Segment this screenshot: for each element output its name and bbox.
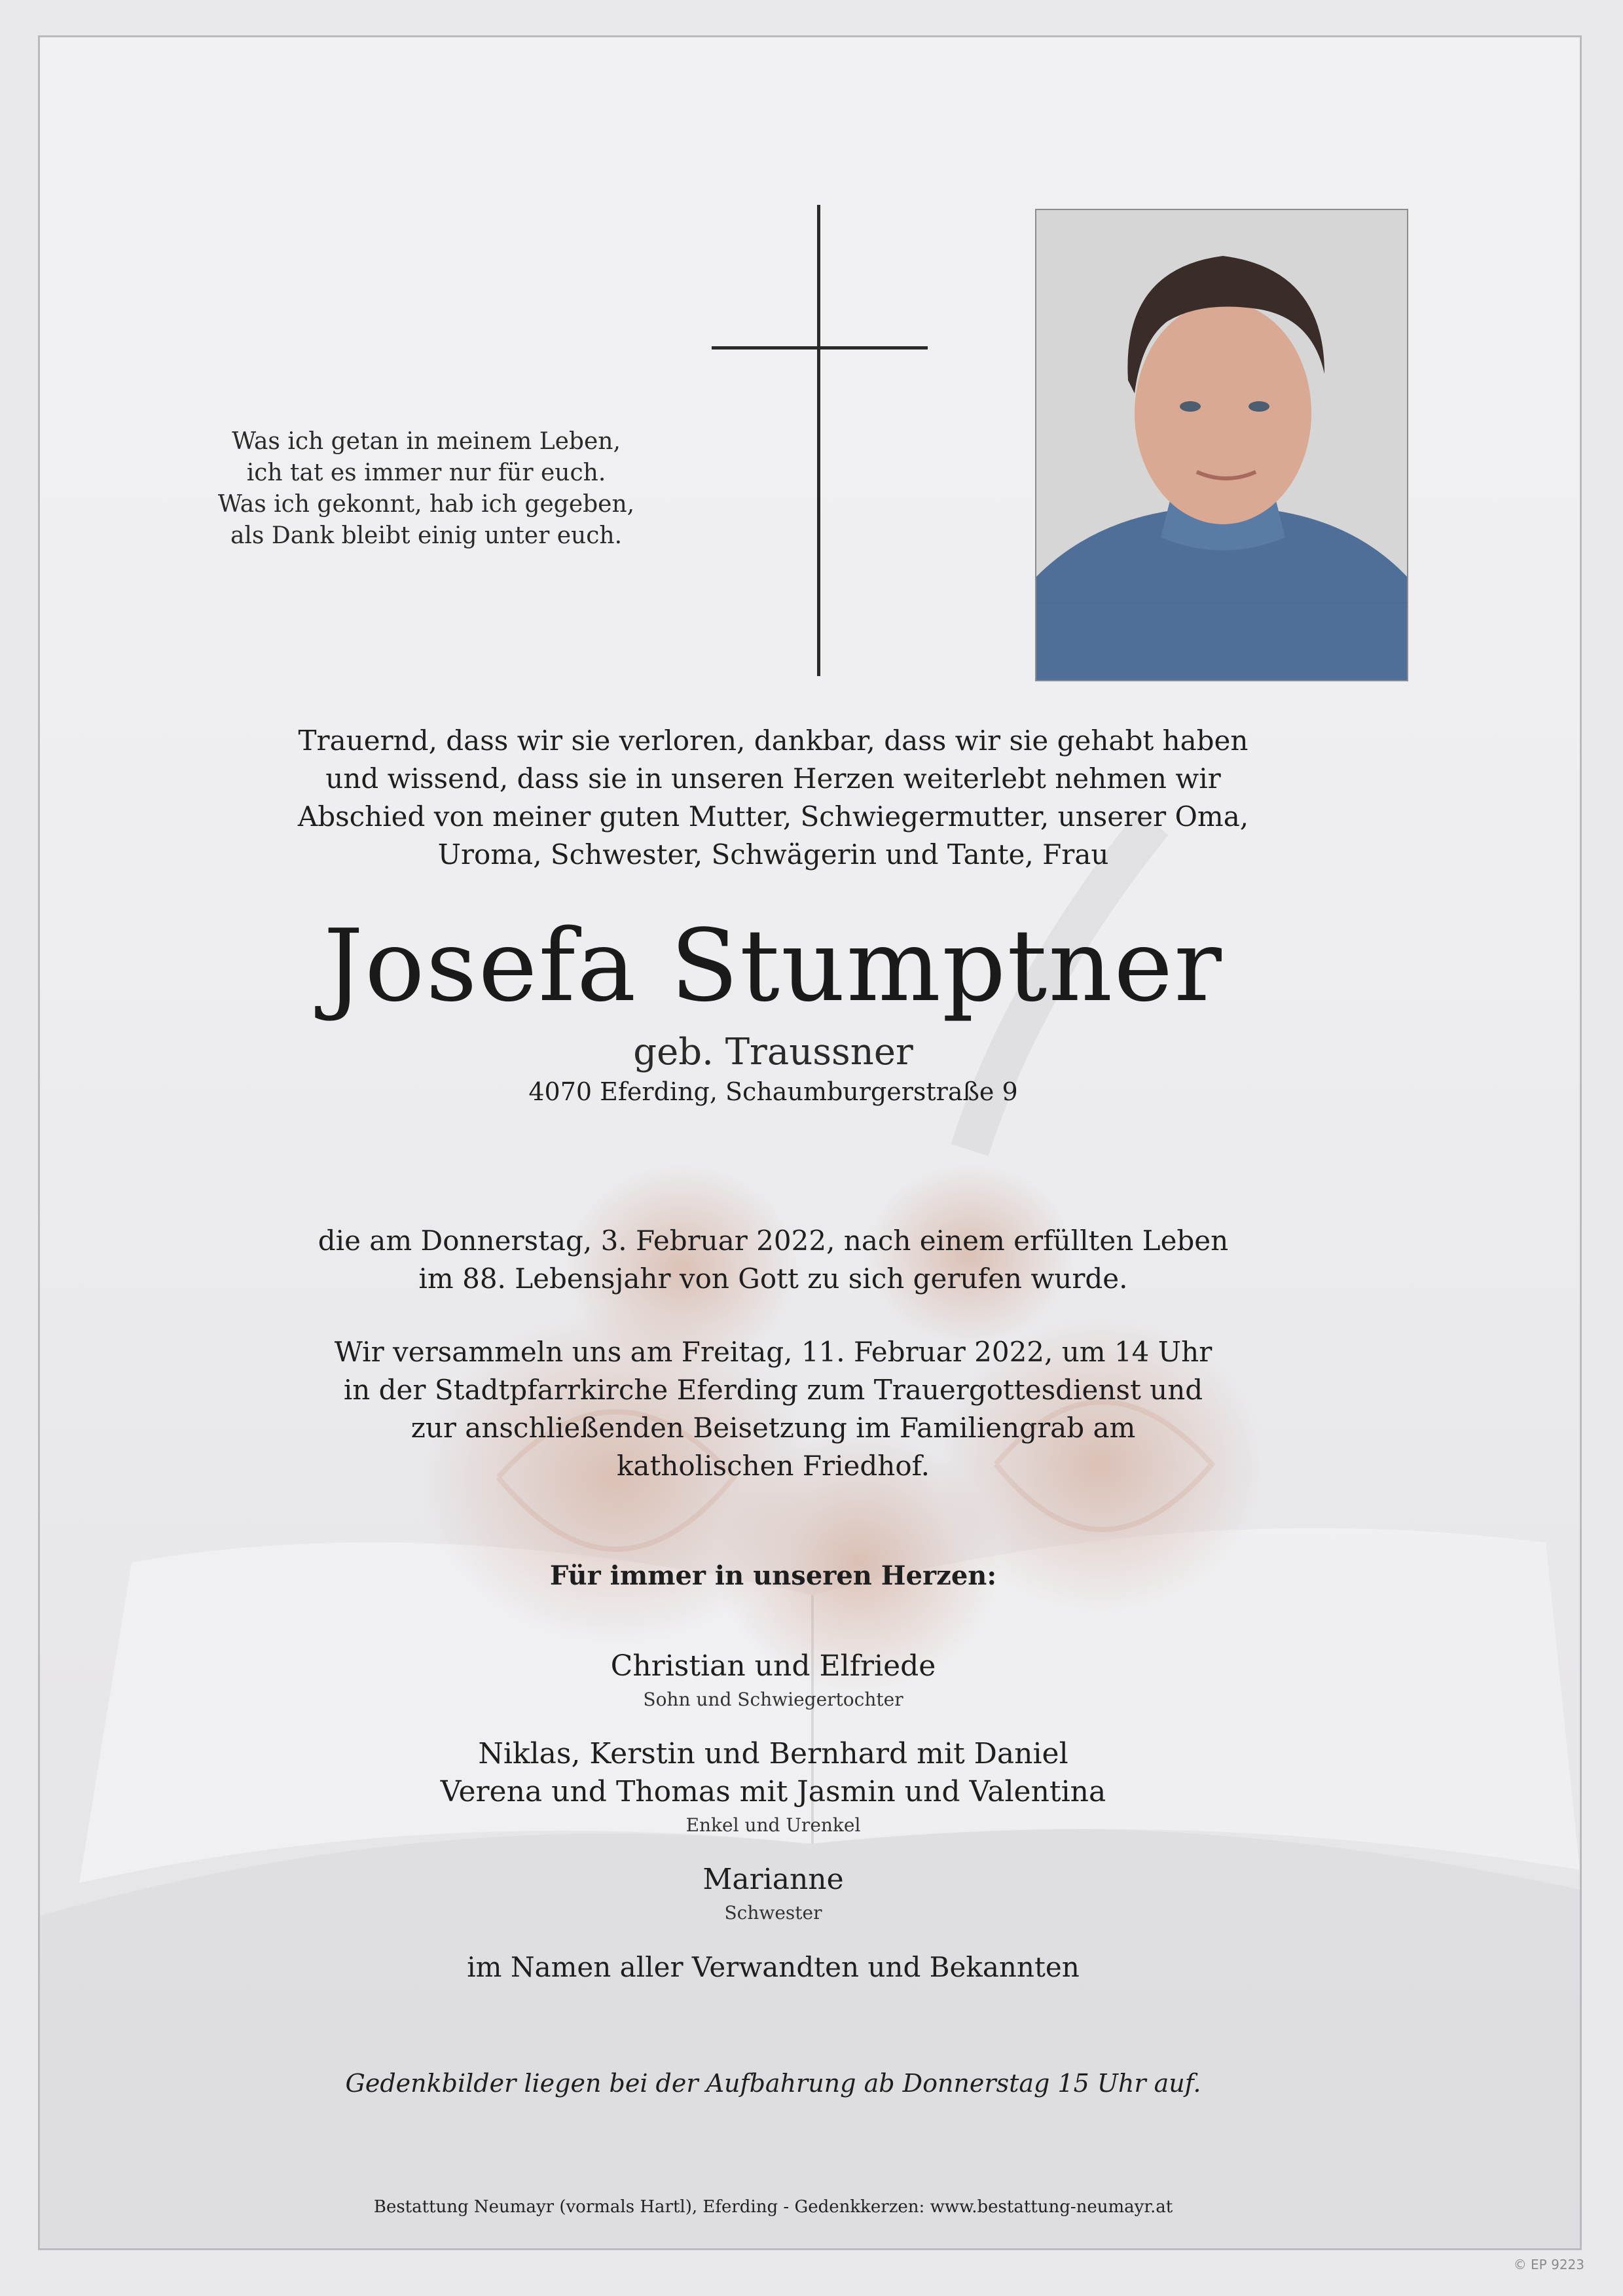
mourner-names: Christian und Elfriede bbox=[610, 1649, 936, 1683]
on-behalf-line: im Namen aller Verwandten und Bekannten bbox=[467, 1951, 1080, 1983]
copyright-code: © EP 9223 bbox=[1513, 2257, 1584, 2272]
poem-line: ich tat es immer nur für euch. bbox=[246, 459, 606, 486]
mourner-names: Verena und Thomas mit Jasmin und Valentina bbox=[440, 1775, 1106, 1808]
poem-line: als Dank bleibt einig unter euch. bbox=[230, 522, 623, 549]
portrait-photo bbox=[1035, 209, 1408, 681]
intro-paragraph bbox=[236, 722, 1310, 874]
funeral-notice-line: Wir versammeln uns am Freitag, 11. Februar 2022, um 14 Uhr bbox=[334, 1336, 1213, 1368]
maiden-name: geb. Traussner bbox=[633, 1031, 913, 1073]
intro-line: Trauernd, dass wir sie verloren, dankbar, dass wir sie gehabt haben bbox=[298, 725, 1249, 757]
mourners-heading: Für immer in unseren Herzen: bbox=[549, 1560, 997, 1591]
poem-line: Was ich gekonnt, hab ich gegeben, bbox=[217, 491, 635, 518]
poem-line: Was ich getan in meinem Leben, bbox=[232, 428, 621, 455]
funeral-notice-line: katholischen Friedhof. bbox=[616, 1450, 930, 1482]
funeral-notice-line: in der Stadtpfarrkirche Eferding zum Trauergottesdienst und bbox=[343, 1374, 1203, 1406]
mourner-relation: Schwester bbox=[724, 1902, 822, 1924]
death-notice-line: die am Donnerstag, 3. Februar 2022, nach einem erfüllten Leben bbox=[318, 1225, 1229, 1257]
cross-horizontal-bar bbox=[712, 346, 928, 350]
deceased-name: Josefa Stumptner bbox=[323, 908, 1223, 1024]
death-notice bbox=[236, 1222, 1310, 1298]
death-notice-line: im 88. Lebensjahr von Gott zu sich gerufen wurde. bbox=[418, 1263, 1128, 1295]
funeral-notice-line: zur anschließenden Beisetzung im Familiengrab am bbox=[410, 1412, 1136, 1444]
memorial-poem bbox=[197, 426, 655, 552]
funeral-home-footer: Bestattung Neumayr (vormals Hartl), Eferding - Gedenkkerzen: www.bestattung-neumayr.at bbox=[373, 2197, 1173, 2217]
cross-vertical-bar bbox=[817, 205, 820, 676]
mourner-relation: Sohn und Schwiegertochter bbox=[643, 1689, 903, 1710]
obituary-sheet bbox=[38, 35, 1582, 2250]
funeral-notice bbox=[236, 1333, 1310, 1485]
deceased-address: 4070 Eferding, Schaumburgerstraße 9 bbox=[528, 1077, 1018, 1106]
intro-line: Abschied von meiner guten Mutter, Schwiegermutter, unserer Oma, bbox=[297, 800, 1249, 833]
intro-line: und wissend, dass sie in unseren Herzen weiterlebt nehmen wir bbox=[325, 762, 1221, 795]
mourner-names: Marianne bbox=[702, 1863, 844, 1896]
intro-line: Uroma, Schwester, Schwägerin und Tante, Frau bbox=[437, 838, 1109, 870]
memorial-cards-note: Gedenkbilder liegen bei der Aufbahrung ab Donnerstag 15 Uhr auf. bbox=[345, 2069, 1201, 2098]
mourner-relation: Enkel und Urenkel bbox=[685, 1814, 861, 1836]
mourner-names: Niklas, Kerstin und Bernhard mit Daniel bbox=[478, 1737, 1068, 1770]
